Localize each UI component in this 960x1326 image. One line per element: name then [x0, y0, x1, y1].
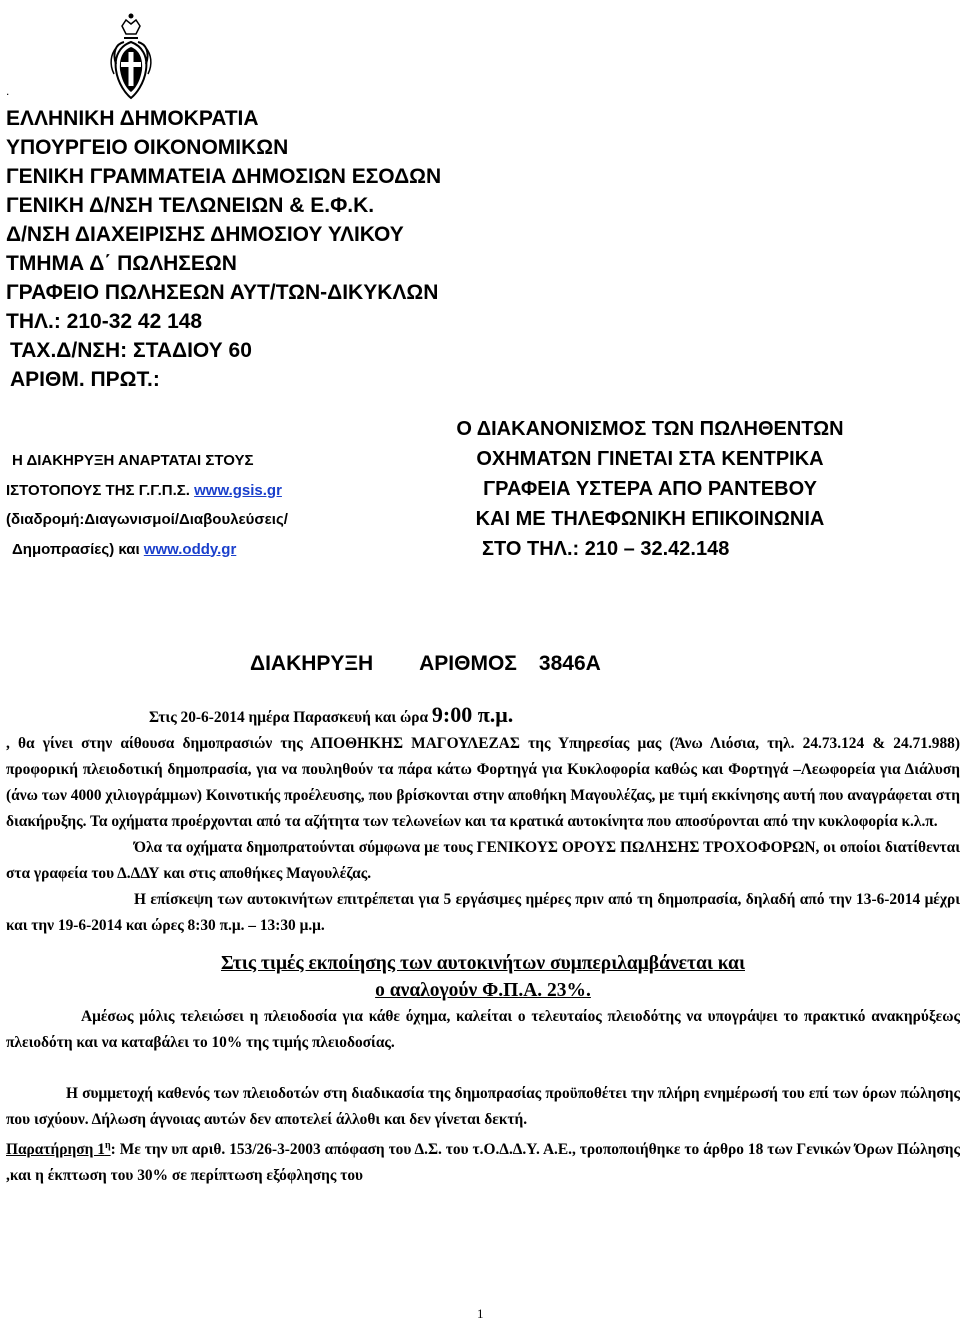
- settlement-notice: [410, 414, 890, 564]
- auction-date-text: Στις 20-6-2014 ημέρα Παρασκευή και ώρα: [149, 709, 432, 726]
- publication-note-line4-text: Δημοπρασίες) και: [12, 540, 144, 558]
- issuer-header: [6, 104, 441, 394]
- declaration-number-label: ΑΡΙΘΜΟΣ: [419, 652, 517, 675]
- header-line-office: ΓΡΑΦΕΙΟ ΠΩΛΗΣΕΩΝ ΑΥΤ/ΤΩΝ-ΔΙΚΥΚΛΩΝ: [6, 281, 439, 304]
- header-line-phone: ΤΗΛ.: 210-32 42 148: [6, 310, 203, 333]
- publication-note-line3: (διαδρομή:Διαγωνισμοί/Διαβουλεύσεις/: [6, 511, 288, 528]
- paragraph-auction-details: [6, 702, 960, 835]
- declaration-word: ΔΙΑΚΗΡΥΞΗ: [250, 652, 374, 675]
- publication-note-line1: Η ΔΙΑΚΗΡΥΞΗ ΑΝΑΡΤΑΤΑΙ ΣΤΟΥΣ: [12, 452, 254, 469]
- header-dot: .: [6, 84, 10, 98]
- remark-label: [6, 1141, 111, 1158]
- paragraph-remark: [6, 1133, 960, 1189]
- settlement-notice-line4: ΚΑΙ ΜΕ ΤΗΛΕΦΩΝΙΚΗ ΕΠΙΚΟΙΝΩΝΙΑ: [475, 508, 825, 530]
- participation-text: Η συμμετοχή καθενός των πλειοδοτών στη διαδικασία της δημοπρασίας προϋποθέτει την πλήρη ενημέρωσή του επί των όρων πώλησης που ισχύουν.: [6, 1085, 960, 1128]
- paragraph-auction-first-line: [6, 702, 960, 731]
- gsis-link[interactable]: www.gsis.gr: [194, 481, 282, 499]
- header-line-address: ΤΑΧ.Δ/ΝΣΗ: ΣΤΑΔΙΟΥ 60: [10, 339, 252, 362]
- settlement-notice-line3: ΓΡΑΦΕΙΑ ΥΣΤΕΡΑ ΑΠΟ ΡΑΝΤΕΒΟΥ: [483, 478, 817, 500]
- declaration-number: 3846Α: [538, 652, 601, 675]
- publication-note-line2-text: ΙΣΤΟΤΟΠΟΥΣ ΤΗΣ Γ.Γ.Π.Σ.: [6, 481, 195, 499]
- publication-note-line2: [6, 476, 288, 506]
- remark-label-sup: η: [104, 1140, 111, 1151]
- page-number: 1: [477, 1306, 484, 1321]
- oddy-link[interactable]: www.oddy.gr: [143, 540, 237, 558]
- settlement-notice-line1: Ο ΔΙΑΚΑΝΟΝΙΣΜΟΣ ΤΩΝ ΠΩΛΗΘΕΝΤΩΝ: [456, 418, 844, 440]
- paragraph-general-terms: Όλα τα οχήματα δημοπρατούνται σύμφωνα με τους ΓΕΝΙΚΟΥΣ ΟΡΟΥΣ ΠΩΛΗΣΗΣ ΤΡΟΧΟΦΟΡΩΝ, οι οποίοι διατίθενται στα γραφεία του Δ.ΔΔΥ και στις αποθήκες Μαγουλέζας.: [6, 839, 960, 882]
- vat-heading-line1: Στις τιμές εκποίησης των αυτοκινήτων συμπεριλαμβάνεται και: [220, 953, 745, 974]
- header-line-department: ΤΜΗΜΑ Δ΄ ΠΩΛΗΣΕΩΝ: [6, 252, 237, 275]
- vat-heading-line2: ο αναλογούν Φ.Π.Α. 23%.: [375, 980, 591, 1001]
- vat-heading: [6, 950, 960, 1004]
- header-line-republic: ΕΛΛΗΝΙΚΗ ΔΗΜΟΚΡΑΤΙΑ: [6, 107, 259, 130]
- settlement-notice-line2: ΟΧΗΜΑΤΩΝ ΓΙΝΕΤΑΙ ΣΤΑ ΚΕΝΤΡΙΚΑ: [476, 448, 824, 470]
- settlement-notice-line5: ΣΤΟ ΤΗΛ.: 210 – 32.42.148: [482, 538, 730, 560]
- header-line-ministry: ΥΠΟΥΡΓΕΙΟ ΟΙΚΟΝΟΜΙΚΩΝ: [6, 136, 289, 159]
- ignorance-statement: Δήλωση άγνοιας αυτών δεν αποτελεί άλλοθι και δεν γίνεται δεκτή.: [91, 1111, 528, 1128]
- paragraph-payment: Αμέσως μόλις τελειώσει η πλειοδοσία για κάθε όχημα, καλείται ο τελευταίος πλειοδότης να υπογράψει το πρακτικό ανακηρύξεως πλειοδότη και να καταβάλει το 10% της τιμής πλειοδοσίας.: [6, 1008, 960, 1051]
- header-line-directorate: Δ/ΝΣΗ ΔΙΑΧΕΙΡΙΣΗΣ ΔΗΜΟΣΙΟΥ ΥΛΙΚΟΥ: [6, 223, 404, 246]
- paragraph-inspection: Η επίσκεψη των αυτοκινήτων επιτρέπεται για 5 εργάσιμες ημέρες πριν από τη δημοπρασία, δηλαδή από την 13-6-2014 μέχρι και την 19-6-2014 και ώρες 8:30 π.μ. – 13:30 μ.μ.: [6, 891, 960, 934]
- remark-label-text: Παρατήρηση 1: [6, 1141, 105, 1159]
- publication-note: [6, 446, 288, 564]
- publication-note-line4: [6, 535, 288, 565]
- greek-coat-of-arms-emblem: [106, 4, 156, 100]
- declaration-title: [250, 652, 601, 676]
- paragraph-participation: [6, 1081, 960, 1133]
- header-line-secretariat: ΓΕΝΙΚΗ ΓΡΑΜΜΑΤΕΙΑ ΔΗΜΟΣΙΩΝ ΕΣΟΔΩΝ: [6, 165, 442, 188]
- declaration-body: [6, 702, 960, 1189]
- header-line-directorate-general: ΓΕΝΙΚΗ Δ/ΝΣΗ ΤΕΛΩΝΕΙΩΝ & Ε.Φ.Κ.: [6, 194, 375, 217]
- header-line-protocol-number: ΑΡΙΘΜ. ΠΡΩΤ.:: [10, 368, 160, 391]
- auction-details-text: , θα γίνει στην αίθουσα δημοπρασιών της ΑΠΟΘΗΚΗΣ ΜΑΓΟΥΛΕΖΑΣ της Υπηρεσίας μας (Άνω Λιόσια, τηλ. 24.73.124 & 24.71.988) προφορική πλειοδοτική δημοπρασία, για να πουληθούν τα πάρα κάτω Φορτηγά για Κυκλοφορία καθώς και Φορτηγά –Λεωφορεία για Διάλυση (άνω των 4000 χιλιογράμμων) Κοινοτικής προέλευσης, που βρίσκονται στην αποθήκη Μαγουλέζας, με τιμή εκκίνησης αυτή που αναγράφεται στη διακήρυξης. Τα οχήματα προέρχονται από τα αζήτητα των τελωνείων και τα κρατικά αυτοκίνητα που αποσύρονται από την κυκλοφορία κ.λ.π.: [6, 735, 960, 830]
- auction-time: 9:00 π.μ.: [431, 702, 514, 727]
- remark-text: : Με την υπ αριθ. 153/26-3-2003 απόφαση του Δ.Σ. του τ.Ο.Δ.Δ.Υ. Α.Ε., τροποποιήθηκε το άρθρο 18 των Γενικών Όρων Πώλησης ,και η έκπτωση του 30% σε περίπτωση εξόφλησης του: [6, 1141, 960, 1185]
